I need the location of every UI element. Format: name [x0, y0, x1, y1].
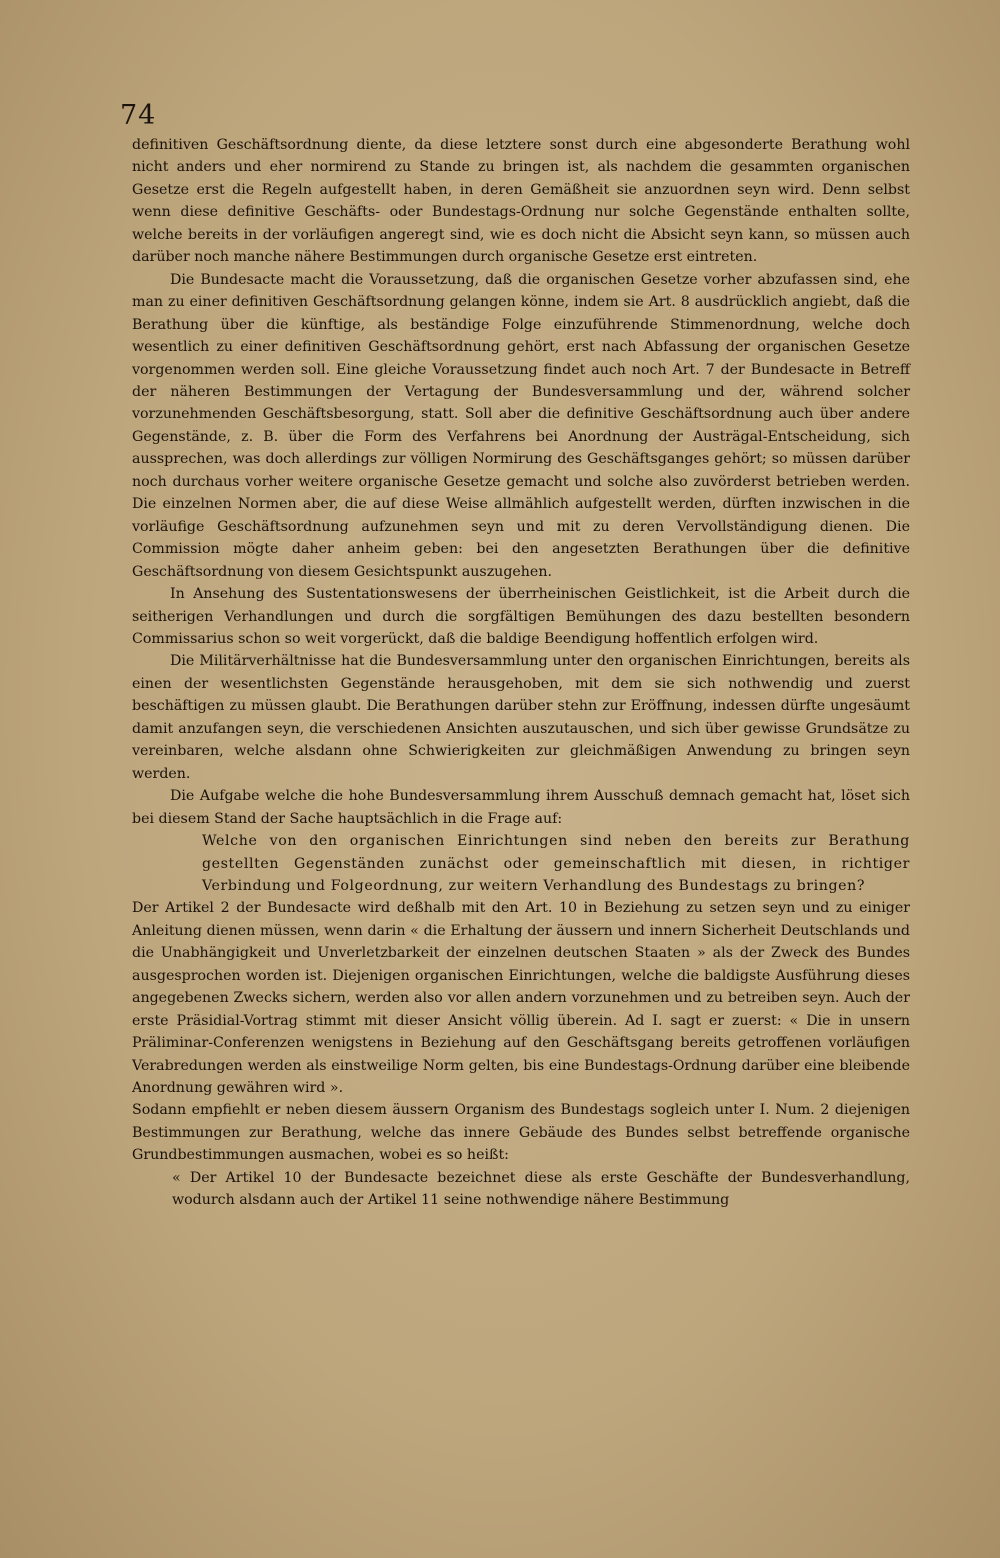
question-paragraph: Welche von den organischen Einrichtungen sind neben den bereits zur Berathung gestellten Gegenständen zunächst oder gemeinschaftlich mit diesen, in richtiger Verbindung und Folgeordnung, zur weitern Verhandlung des Bundestags zu bringen? — [202, 833, 910, 894]
page-number: 74 — [120, 100, 157, 131]
body-text — [132, 134, 910, 1212]
paragraph: In Ansehung des Sustentationswesens der überrheinischen Geistlichkeit, ist die Arbeit durch die seitherigen Verhandlungen und durch die sorgfältigen Bemühungen des dazu bestellten besondern Commissarius schon so weit vorgerückt, daß die baldige Beendigung hoffentlich erfolgen wird. — [132, 586, 910, 647]
quote-paragraph: « Der Artikel 10 der Bundesacte bezeichnet diese als erste Geschäfte der Bundesverhandlung, wodurch alsdann auch der Artikel 11 seine nothwendige nähere Bestimmung — [172, 1169, 910, 1209]
paragraph: Die Militärverhältnisse hat die Bundesversammlung unter den organischen Einrichtungen, bereits als einen der wesentlichsten Gegenstände herausgehoben, mit dem sie sich nothwendig und zuerst beschäftigen zu müssen glaubt. Die Berathungen darüber stehn zur Eröffnung, indessen dürfte ungesäumt damit anzufangen seyn, die verschiedenen Ansichten auszutauschen, und sich über gewisse Grundsätze zu vereinbaren, welche alsdann ohne Schwierigkeiten zur gleichmäßigen Anwendung zu bringen seyn werden. — [132, 653, 910, 782]
paragraph: definitiven Geschäftsordnung diente, da diese letztere sonst durch eine abgesonderte Berathung wohl nicht anders und eher normirend zu Stande zu bringen ist, als nachdem die gesammten organischen Gesetze erst die Regeln aufgestellt haben, in deren Gemäßheit sie anzuordnen seyn wird. Denn selbst wenn diese definitive Geschäfts- oder Bundestags-Ordnung nur solche Gegenstände enthalten sollte, welche bereits in der vorläufigen angeregt sind, wie es doch nicht die Absicht seyn kann, so müssen auch darüber noch manche nähere Bestimmungen durch organische Gesetze erst eintreten. — [132, 137, 910, 266]
paragraph: Die Aufgabe welche die hohe Bundesversammlung ihrem Ausschuß demnach gemacht hat, löset sich bei diesem Stand der Sache hauptsächlich in die Frage auf: — [132, 788, 910, 827]
paragraph: Die Bundesacte macht die Voraussetzung, daß die organischen Gesetze vorher abzufassen sind, ehe man zu einer definitiven Geschäftsordnung gelangen könne, indem sie Art. 8 ausdrücklich angiebt, daß die Berathung über die künftige, als beständige Folge einzuführende Stimmenordnung, welche doch wesentlich zu einer definitiven Geschäftsordnung gehört, erst nach Abfassung der organischen Gesetze vorgenommen werden soll. Eine gleiche Voraussetzung findet auch noch Art. 7 der Bundesacte in Betreff der näheren Bestimmungen der Vertagung der Bundesversammlung und der, während solcher vorzunehmenden Geschäftsbesorgung, statt. Soll aber die definitive Geschäftsordnung auch über andere Gegenstände, z. B. über die Form des Verfahrens bei Anordnung der Austrägal-Entscheidung, sich aussprechen, was doch allerdings zur völligen Normirung des Geschäftsganges gehört; so müssen darüber noch durchaus vorher weitere organische Gesetze gemacht und solche also zuvörderst betrieben werden. Die einzelnen Normen aber, die auf diese Weise allmählich aufgestellt werden, dürften inzwischen in die vorläufige Geschäftsordnung aufzunehmen seyn und mit zu deren Vervollständigung dienen. Die Commission mögte daher anheim geben: bei den angesetzten Berathungen über die definitive Geschäftsordnung von diesem Gesichtspunkt auszugehen. — [132, 271, 910, 580]
paragraph: Der Artikel 2 der Bundesacte wird deßhalb mit den Art. 10 in Beziehung zu setzen seyn und zu einiger Anleitung dienen müssen, wenn darin « die Erhaltung der äussern und innern Sicherheit Deutschlands und die Unabhängigkeit und Unverletzbarkeit der einzelnen deutschen Staaten » als der Zweck des Bundes ausgesprochen worden ist. Diejenigen organischen Einrichtungen, welche die baldigste Ausführung dieses angegebenen Zwecks sichern, werden also vor allen andern vorzunehmen und zu betreiben seyn. Auch der erste Präsidial-Vortrag stimmt mit dieser Ansicht völlig überein. Ad I. sagt er zuerst: « Die in unsern Präliminar-Conferenzen wenigstens in Beziehung auf den Geschäftsgang bereits getroffenen vorläufigen Verabredungen werden als einstweilige Norm gelten, bis eine Bundestags-Ordnung darüber eine bleibende Anordnung gewähren wird ». — [132, 900, 910, 1097]
paragraph: Sodann empfiehlt er neben diesem äussern Organism des Bundestags sogleich unter I. Num. 2 diejenigen Bestimmungen zur Berathung, welche das innere Gebäude des Bundes selbst betreffende organische Grundbestimmungen ausmachen, wobei es so heißt: — [132, 1102, 910, 1164]
